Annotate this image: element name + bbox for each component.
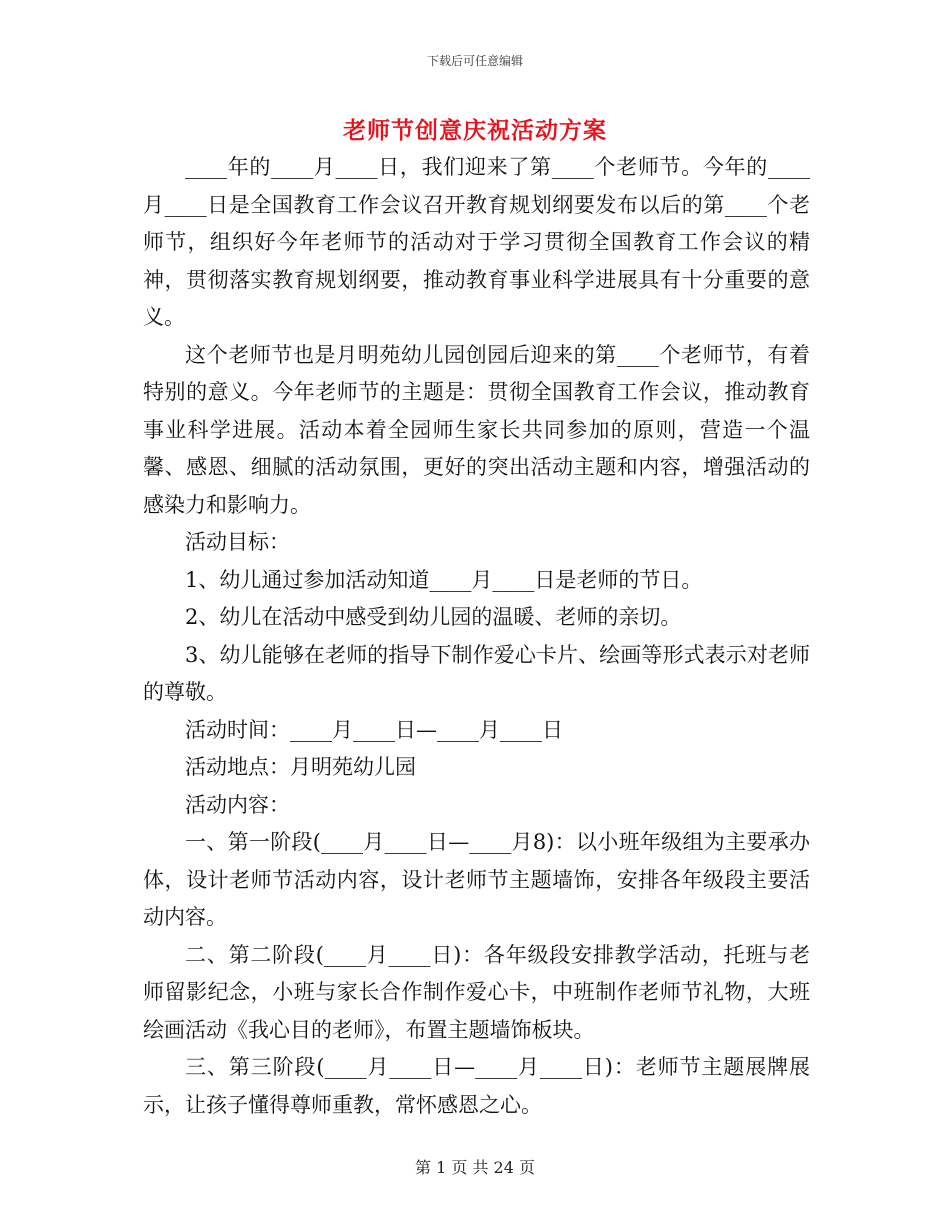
stage-one: 一、第一阶段(____月____日—____月8)：以小班年级组为主要承办体，设计老师节活动内容，设计老师节主题墙饰，安排各年级段主要活动内容。: [143, 830, 810, 929]
paragraph-intro: ____年的____月____日，我们迎来了第____个老师节。今年的____月____日是全国教育工作会议召开教育规划纲要发布以后的第____个老师节，组织好今年老师节的活动对于学习贯彻全国教育工作会议的精神，贯彻落实教育规划纲要，推动教育事业科学进展具有十分重要的意义。: [143, 155, 810, 329]
activity-location: 活动地点：月明苑幼儿园: [185, 755, 416, 779]
stage-two: 二、第二阶段(____月____日)：各年级段安排教学活动，托班与老师留影纪念，小班与家长合作制作爱心卡，中班制作老师节礼物，大班绘画活动《我心目的老师》，布置主题墙饰板块。: [143, 942, 810, 1042]
goal-item-1: 1、幼儿通过参加活动知道____月____日是老师的节日。: [185, 567, 703, 592]
stage-three: 三、第三阶段(____月____日—____月____日)：老师节主题展牌展示，让孩子懂得尊师重教，常怀感恩之心。: [143, 1055, 810, 1117]
goal-item-3: 3、幼儿能够在老师的指导下制作爱心卡片、绘画等形式表示对老师的尊敬。: [143, 642, 810, 704]
goal-item-2: 2、幼儿在活动中感受到幼儿园的温暖、老师的亲切。: [185, 605, 682, 629]
document-body: [143, 149, 810, 1124]
content-heading: 活动内容：: [185, 792, 290, 817]
header-note: 下载后可任意编辑: [426, 54, 523, 68]
paragraph-theme: 这个老师节也是月明苑幼儿园创园后迎来的第____个老师节，有着特别的意义。今年老师节的主题是：贯彻全国教育工作会议，推动教育事业科学进展。活动本着全园师生家长共同参加的原则，营造一个温馨、感恩、细腻的活动氛围，更好的突出活动主题和内容，增强活动的感染力和影响力。: [143, 342, 810, 517]
activity-time: 活动时间：____月____日—____月____日: [185, 717, 563, 742]
document-title: 老师节创意庆祝活动方案: [343, 117, 607, 144]
page-number: 第 1 页 共 24 页: [415, 1158, 535, 1177]
goals-heading: 活动目标：: [185, 530, 290, 554]
